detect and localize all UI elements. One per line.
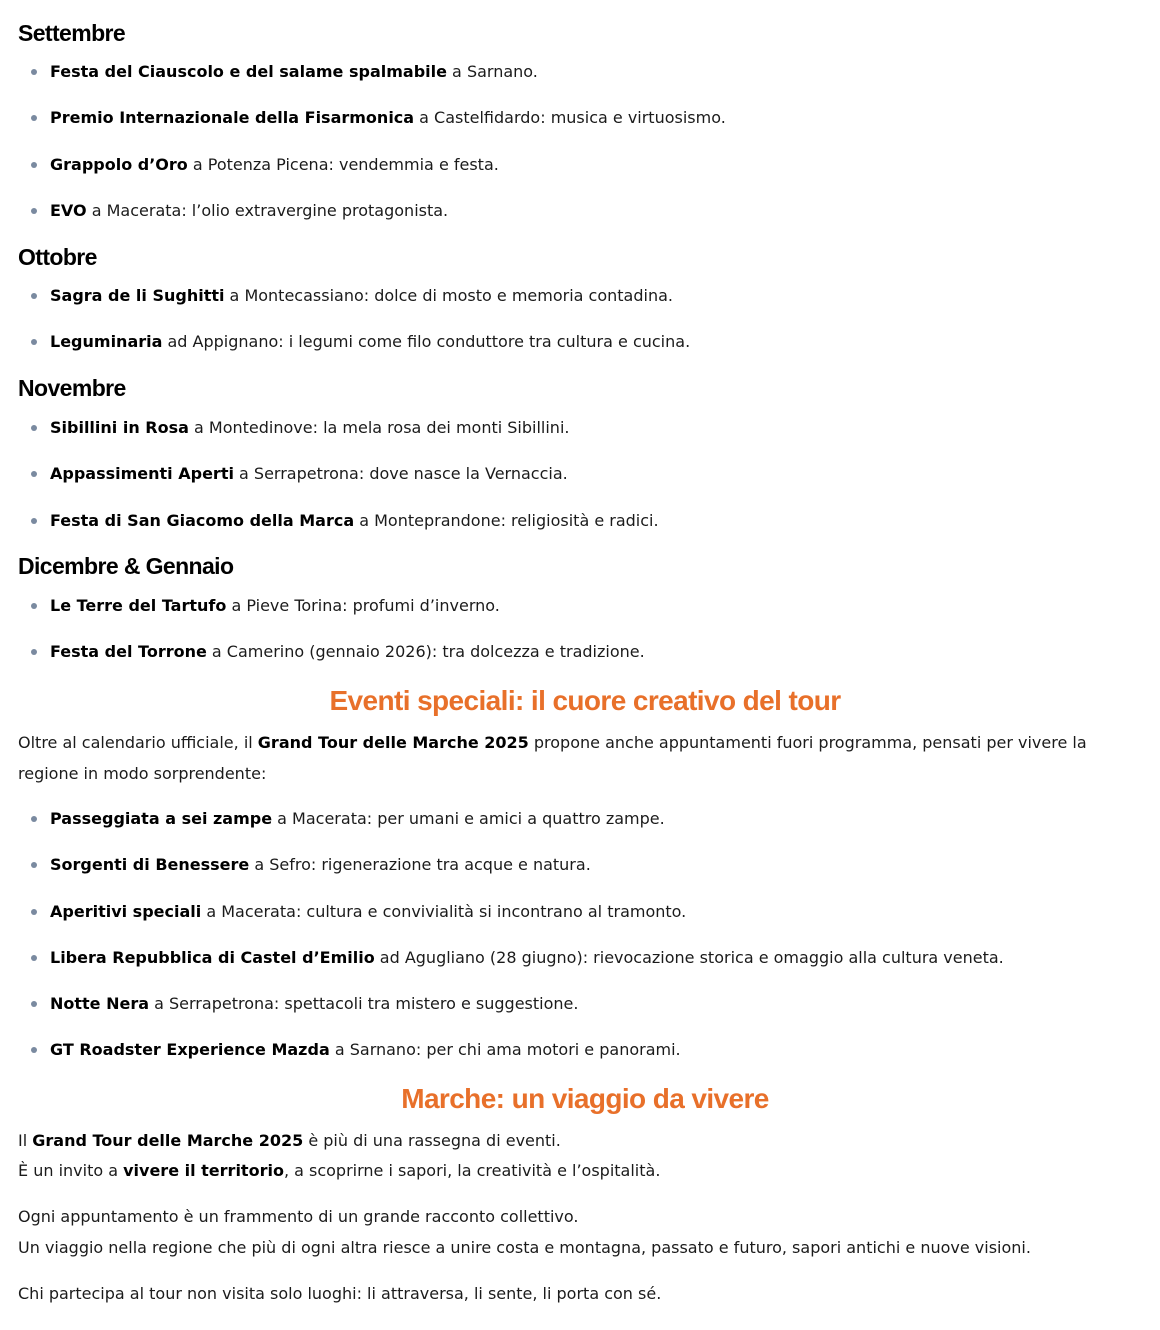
event-list-dicembre-gennaio [18, 594, 645, 687]
list-item [18, 853, 1004, 899]
list-item [18, 153, 726, 199]
event-description: a Castelfidardo: musica e virtuosismo. [414, 108, 726, 128]
list-item [18, 330, 690, 376]
section-heading-eventi-speciali: Eventi speciali: il cuore creativo del tour [329, 685, 841, 716]
month-heading-ottobre: Ottobre [18, 244, 97, 270]
event-name: Passeggiata a sei zampe [50, 809, 273, 828]
event-description: a Macerata: per umani e amici a quattro zampe. [272, 809, 665, 828]
event-name: Festa del Torrone [50, 642, 207, 662]
month-heading-settembre: Settembre [18, 20, 126, 46]
event-name: Grappolo d’Oro [50, 154, 188, 174]
event-description: a Montedinove: la mela rosa dei monti Sibillini. [188, 418, 570, 437]
event-list-novembre [18, 416, 659, 555]
bullet-icon [31, 425, 37, 431]
event-description: ad Appignano: i legumi come filo conduttore tra cultura e cucina. [162, 332, 691, 352]
closing-paragraph-line [18, 1159, 660, 1183]
intro-bold-text: Grand Tour delle Marche 2025 [257, 733, 529, 752]
bullet-icon [31, 862, 37, 868]
event-name: Festa del Ciauscolo e del salame spalmabile [50, 62, 447, 81]
event-name: Sagra de li Sughitti [50, 286, 225, 305]
event-description: ad Agugliano (28 giugno): rievocazione storica e omaggio alla cultura veneta. [374, 947, 1004, 967]
event-name: Notte Nera [50, 994, 150, 1013]
event-description: a Macerata: l’olio extravergine protagonista. [86, 200, 449, 220]
bullet-icon [31, 909, 37, 915]
bullet-icon [31, 162, 37, 168]
section-heading-viaggio: Marche: un viaggio da vivere [401, 1083, 769, 1114]
intro-text: Oltre al calendario ufficiale, il [18, 733, 258, 752]
event-description: a Potenza Picena: vendemmia e festa. [187, 154, 499, 174]
list-item [18, 199, 726, 245]
list-item [18, 106, 726, 152]
month-heading-dicembre-gennaio: Dicembre & Gennaio [18, 553, 234, 579]
list-item [18, 60, 726, 106]
bullet-icon [31, 603, 37, 609]
bullet-icon [31, 471, 37, 477]
event-name: Appassimenti Aperti [50, 464, 234, 484]
event-name: EVO [50, 200, 87, 220]
bullet-icon [31, 115, 37, 121]
event-description: a Serrapetrona: dove nasce la Vernaccia. [233, 464, 568, 484]
bullet-icon [31, 955, 37, 961]
event-name: Libera Repubblica di Castel d’Emilio [50, 947, 375, 967]
closing-paragraph-line: Un viaggio nella regione che più di ogni altra riesce a unire costa e montagna, passato e futuro, sapori antichi e nuove visioni. [18, 1238, 1031, 1257]
closing-text-continued: è più di una rassegna di eventi. [303, 1131, 561, 1150]
list-item [18, 462, 659, 508]
closing-bold-text: vivere il territorio [123, 1161, 284, 1180]
event-name: GT Roadster Experience Mazda [50, 1040, 330, 1060]
special-intro-paragraph [18, 727, 1142, 789]
closing-text-continued: , a scoprirne i sapori, la creatività e l’ospitalità. [283, 1161, 661, 1180]
bullet-icon [31, 1001, 37, 1007]
event-description: a Montecassiano: dolce di mosto e memoria contadina. [224, 286, 673, 305]
list-item [18, 807, 1004, 853]
bullet-icon [31, 1047, 37, 1053]
event-list-ottobre [18, 284, 690, 377]
bullet-icon [31, 339, 37, 345]
bullet-icon [31, 293, 37, 299]
event-description: a Macerata: cultura e convivialità si incontrano al tramonto. [201, 901, 687, 921]
list-item [18, 1038, 1004, 1084]
event-name: Premio Internazionale della Fisarmonica [50, 108, 415, 128]
list-item [18, 640, 645, 686]
bullet-icon [31, 649, 37, 655]
list-item [18, 900, 1004, 946]
closing-paragraph-line: Ogni appuntamento è un frammento di un grande racconto collettivo. [18, 1207, 579, 1226]
event-description: a Sarnano. [446, 62, 538, 81]
list-item [18, 992, 1004, 1038]
event-name: Sorgenti di Benessere [50, 855, 250, 875]
list-item [18, 594, 645, 640]
event-name: Le Terre del Tartufo [50, 596, 227, 615]
list-item [18, 509, 659, 555]
intro-text-continued: propone anche appuntamenti fuori programma, pensati per vivere la regione in modo sorprendente: [18, 733, 1087, 783]
event-name: Festa di San Giacomo della Marca [50, 510, 355, 530]
event-name: Aperitivi speciali [50, 901, 202, 921]
closing-text: È un invito a [18, 1161, 124, 1180]
closing-paragraph-line [18, 1129, 561, 1153]
event-description: a Sarnano: per chi ama motori e panorami. [329, 1040, 681, 1060]
bullet-icon [31, 69, 37, 75]
event-description: a Sefro: rigenerazione tra acque e natura. [249, 855, 591, 875]
month-heading-novembre: Novembre [18, 375, 126, 401]
list-item [18, 284, 690, 330]
closing-bold-text: Grand Tour delle Marche 2025 [32, 1131, 304, 1150]
bullet-icon [31, 208, 37, 214]
event-description: a Monteprandone: religiosità e radici. [354, 510, 659, 530]
event-description: a Pieve Torina: profumi d’inverno. [226, 596, 500, 615]
event-name: Leguminaria [50, 332, 163, 352]
closing-paragraph-line: Chi partecipa al tour non visita solo luoghi: li attraversa, li sente, li porta con sé. [18, 1284, 662, 1303]
special-events-list [18, 807, 1004, 1085]
event-list-settembre [18, 60, 726, 245]
list-item [18, 416, 659, 462]
list-item [18, 946, 1004, 992]
bullet-icon [31, 816, 37, 822]
event-description: a Camerino (gennaio 2026): tra dolcezza e tradizione. [206, 642, 645, 662]
bullet-icon [31, 518, 37, 524]
event-description: a Serrapetrona: spettacoli tra mistero e suggestione. [149, 994, 579, 1013]
closing-text: Il [18, 1131, 33, 1150]
event-name: Sibillini in Rosa [50, 418, 189, 437]
